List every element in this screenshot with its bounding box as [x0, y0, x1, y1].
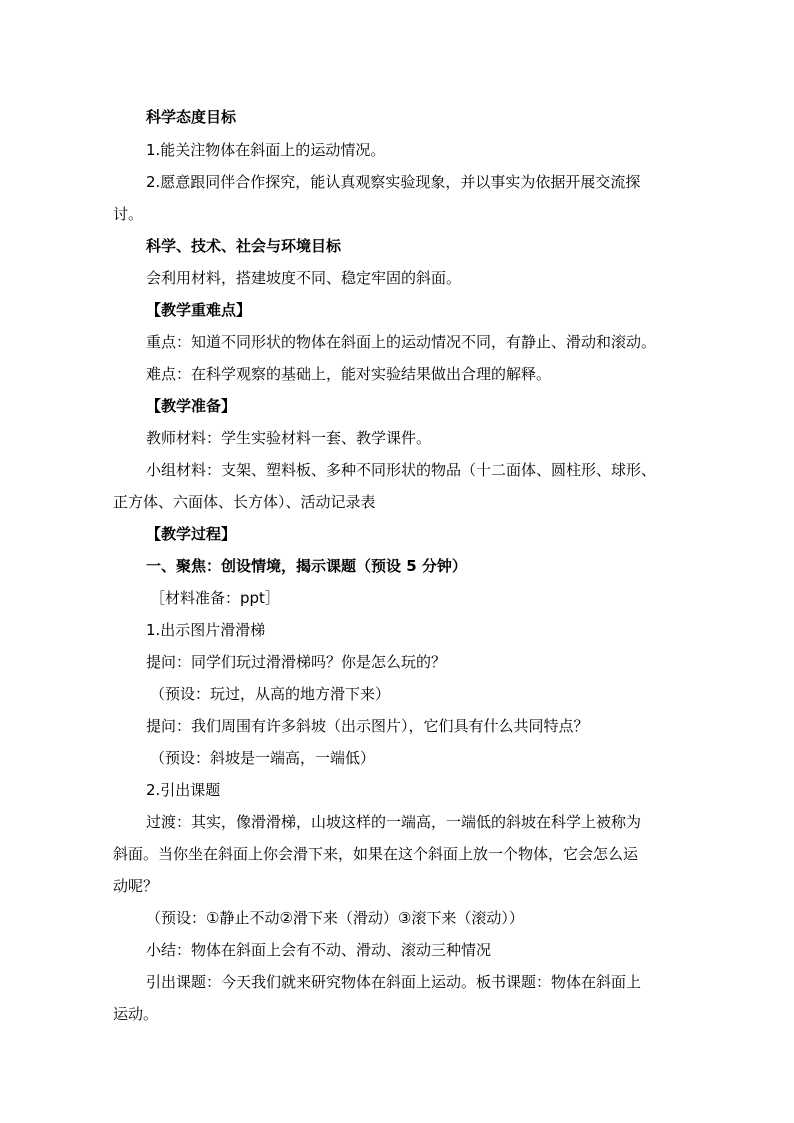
heading-process: 【教学过程】	[146, 525, 237, 543]
group-materials-line-2: 正方体、六面体、长方体）、活动记录表	[113, 493, 376, 511]
attitude-goal-2-line-1: 2.愿意跟同伴合作探究，能认真观察实验现象，并以事实为依据开展交流探	[146, 173, 641, 191]
intro-line-2: 运动。	[113, 1005, 159, 1023]
transition-line-3: 动呢？	[113, 877, 159, 895]
intro-line-1: 引出课题：今天我们就来研究物体在斜面上运动。板书课题：物体在斜面上	[146, 973, 642, 991]
heading-sts-goals: 科学、技术、社会与环境目标	[146, 237, 342, 255]
answer-3: （预设：①静止不动②滑下来（滑动）③滚下来（滚动））	[146, 909, 524, 927]
step-1: 1.出示图片滑滑梯	[146, 621, 266, 639]
difficult-point: 难点：在科学观察的基础上，能对实验结果做出合理的解释。	[146, 365, 552, 383]
section-1-title: 一、聚焦：创设情境，揭示课题（预设 5 分钟）	[146, 557, 467, 575]
transition-line-2: 斜面。当你坐在斜面上你会滑下来，如果在这个斜面上放一个物体，它会怎么运	[113, 845, 639, 863]
teacher-materials: 教师材料：学生实验材料一套、教学课件。	[146, 429, 432, 447]
question-2: 提问：我们周围有许多斜坡（出示图片），它们具有什么共同特点？	[146, 717, 589, 735]
heading-key-difficult: 【教学重难点】	[146, 301, 252, 319]
group-materials-line-1: 小组材料：支架、塑料板、多种不同形状的物品（十二面体、圆柱形、球形、	[146, 461, 657, 479]
step-2: 2.引出课题	[146, 781, 221, 799]
attitude-goal-2-line-2: 讨。	[113, 205, 144, 223]
materials-note: ［材料准备：ppt］	[150, 589, 280, 607]
answer-2: （预设：斜坡是一端高，一端低）	[150, 749, 376, 767]
transition-line-1: 过渡：其实，像滑滑梯，山坡这样的一端高，一端低的斜坡在科学上被称为	[146, 813, 642, 831]
summary: 小结：物体在斜面上会有不动、滑动、滚动三种情况	[146, 941, 492, 959]
heading-attitude-goals: 科学态度目标	[146, 108, 237, 126]
key-point: 重点：知道不同形状的物体在斜面上的运动情况不同，有静止、滑动和滚动。	[146, 333, 657, 351]
heading-preparation: 【教学准备】	[146, 397, 237, 415]
question-1: 提问：同学们玩过滑滑梯吗？你是怎么玩的？	[146, 653, 447, 671]
answer-1: （预设：玩过，从高的地方滑下来）	[150, 685, 391, 703]
attitude-goal-1: 1.能关注物体在斜面上的运动情况。	[146, 141, 386, 159]
sts-goal-1: 会利用材料，搭建坡度不同、稳定牢固的斜面。	[146, 269, 462, 287]
